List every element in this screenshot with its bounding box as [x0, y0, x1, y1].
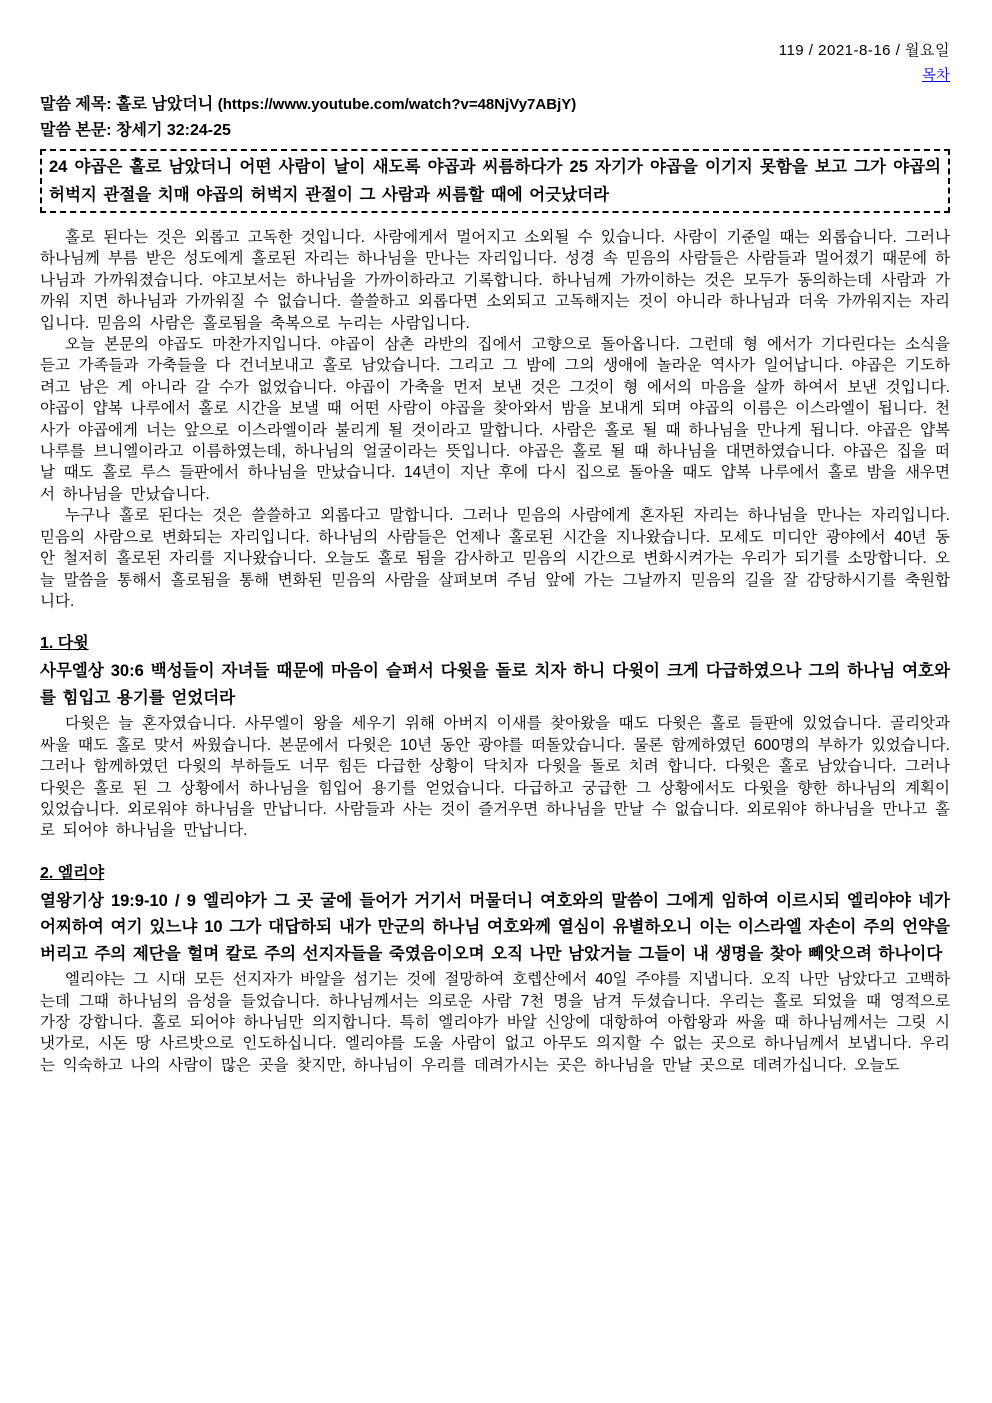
section-heading-david: 1. 다윗 [40, 635, 89, 653]
toc-link[interactable]: 목차 [921, 68, 950, 84]
passage-value: 창세기 32:24-25 [116, 122, 231, 139]
section-verse-david: 사무엘상 30:6 백성들이 자녀들 때문에 마음이 슬퍼서 다윗을 돌로 치자 하니 다윗이 크게 다급하였으나 그의 하나님 여호와를 힘입고 용기를 얻었더라 [40, 662, 950, 707]
sermon-title-line [40, 92, 950, 118]
section-elijah-heading-row [40, 863, 950, 885]
section-heading-elijah: 2. 엘리야 [40, 864, 105, 882]
sermon-title-label: 말씀 제목: [40, 96, 112, 113]
passage-label: 말씀 본문: [40, 122, 112, 139]
intro-paragraph-3: 누구나 홀로 된다는 것은 쓸쓸하고 외롭다고 말합니다. 그러나 믿음의 사람에게 혼자된 자리는 하나님을 만나는 자리입니다. 믿음의 사람으로 변화되는 자리입니다. 하나님의 사람들은 언제나 홀로된 시간을 지나왔습니다. 모세도 미디안 광야에서 40년 동안 철저히 홀로된 자리를 지나왔습니다. 오늘도 홀로 됨을 감사하고 믿음의 시간으로 변화시켜가는 우리가 되기를 소망합니다. 오늘 말씀을 통해서 홀로됨을 통해 변화된 믿음의 사람을 살펴보며 주님 앞에 가는 그날까지 믿음의 길을 잘 감당하시기를 축원합니다. [40, 507, 950, 610]
passage-line [40, 118, 950, 144]
intro-paragraph-1: 홀로 된다는 것은 외롭고 고독한 것입니다. 사람에게서 멀어지고 소외될 수 있습니다. 사람이 기준일 때는 외롭습니다. 그러나 하나님께 부름 받은 성도에게 홀로된 자리는 하나님을 만나는 자리입니다. 성경 속 믿음의 사람들은 사람들과 멀어졌기 때문에 하나님과 가까워졌습니다. 야고보서는 하나님을 가까이하라고 기록합니다. 하나님께 가까이하는 것은 모두가 동의하는데 사람과 가까워 지면 하나님과 가까워질 수 없습니다. 쓸쓸하고 외롭다면 소외되고 고독해지는 것이 아니라 하나님과 더욱 가까워지는 자리입니다. 믿음의 사람은 홀로됨을 축복으로 누리는 사람입니다. [40, 229, 950, 332]
section-body-david: 다윗은 늘 혼자였습니다. 사무엘이 왕을 세우기 위해 아버지 이새를 찾아왔을 때도 다윗은 홀로 들판에 있었습니다. 골리앗과 싸울 때도 홀로 맞서 싸웠습니다. 본문에서 다윗은 10년 동안 광야를 떠돌았습니다. 물론 함께하였던 600명의 부하가 있었습니다. 그러나 함께하였던 다윗의 부하들도 너무 힘든 다급한 상황이 닥치자 다윗을 돌로 치려 합니다. 다윗은 홀로 남았습니다. 그러나 다윗은 홀로 된 그 상황에서 하나님을 힘입어 용기를 얻었습니다. 다급하고 궁급한 그 상황에서도 다윗을 향한 하나님의 계획이 있었습니다. 외로워야 하나님을 만납니다. 사람들과 사는 것이 즐거우면 하나님을 만날 수 없습니다. 외로워야 하나님을 만나고 홀로 되어야 하나님을 만납니다. [40, 715, 950, 840]
section-david [40, 633, 950, 841]
sermon-title-value: 홀로 남았더니 [116, 96, 214, 113]
toc-row [40, 67, 950, 85]
section-body-elijah: 엘리야는 그 시대 모든 선지자가 바알을 섬기는 것에 절망하여 호렙산에서 40일 주야를 지냅니다. 오직 나만 남았다고 고백하는데 그때 하나님의 음성을 들었습니다. 하나님께서는 의로운 사람 7천 명을 남겨 두셨습니다. 우리는 홀로 되었을 때 영적으로 가장 강합니다. 홀로 되어야 하나님만 의지합니다. 특히 엘리야가 바알 신앙에 대항하여 아합왕과 싸울 때 하나님께서는 그릿 시냇가로, 시돈 땅 사르밧으로 인도하십니다. 엘리야를 도울 사람이 없고 아무도 의지할 수 없는 곳으로 하나님께서 보냅니다. 우리는 익숙하고 나의 사람이 많은 곳을 찾지만, 하나님이 우리를 데려가시는 곳은 하나님을 만날 곳으로 데려가십니다. 오늘도 [40, 971, 950, 1074]
intro-paragraph-2: 오늘 본문의 야곱도 마찬가지입니다. 야곱이 삼촌 라반의 집에서 고향으로 돌아옵니다. 그런데 형 에서가 기다린다는 소식을 듣고 가족들과 가축들을 다 건너보내고 홀로 남았습니다. 그리고 그 밤에 그의 생애에 놀라운 역사가 일어납니다. 야곱은 기도하려고 남은 게 아니라 갈 수가 없었습니다. 야곱이 가축을 먼저 보낸 것은 그것이 형 에서의 마음을 살까 하여서 보낸 것입니다. 야곱이 얍복 나루에서 홀로 시간을 보낼 때 어떤 사람이 야곱을 찾아와서 밤을 보내게 되며 야곱의 이름은 이스라엘이 됩니다. 천사가 야곱에게 너는 앞으로 이스라엘이라 불리게 될 것이라고 말합니다. 사람은 홀로 될 때 하나님을 만나게 됩니다. 야곱은 얍복 나루를 브니엘이라고 이름하였는데, 하나님의 얼굴이라는 뜻입니다. 야곱은 홀로 될 때 하나님을 대면하였습니다. 야곱은 집을 떠날 때도 홀로 루스 들판에서 하나님을 만났습니다. 14년이 지난 후에 다시 집으로 돌아올 때도 얍복 나루에서 홀로 밤을 새우면서 하나님을 만났습니다. [40, 336, 950, 503]
section-elijah [40, 863, 950, 1077]
scripture-box: 24 야곱은 홀로 남았더니 어떤 사람이 날이 새도록 야곱과 씨름하다가 25 자기가 야곱을 이기지 못함을 보고 그가 야곱의 허벅지 관절을 치매 야곱의 허벅지 관절이 그 사람과 씨름할 때에 어긋났더라 [40, 149, 950, 213]
section-verse-elijah: 열왕기상 19:9-10 / 9 엘리야가 그 곳 굴에 들어가 거기서 머물더니 여호와의 말씀이 그에게 임하여 이르시되 엘리야야 네가 어찌하여 여기 있느냐 10 그가 대답하되 내가 만군의 하나님 여호와께 열심이 유별하오니 이는 이스라엘 자손이 주의 언약을 버리고 주의 제단을 헐며 칼로 주의 선지자들을 죽였음이오며 오직 나만 남았거늘 그들이 내 생명을 찾아 빼앗으려 하나이다 [40, 891, 950, 963]
page-info: 119 / 2021-8-16 / 월요일 [778, 42, 950, 59]
section-david-heading-row [40, 633, 950, 655]
sermon-video-url: (https://www.youtube.com/watch?v=48NjVy7ABjY) [217, 96, 577, 113]
title-block [40, 92, 950, 144]
